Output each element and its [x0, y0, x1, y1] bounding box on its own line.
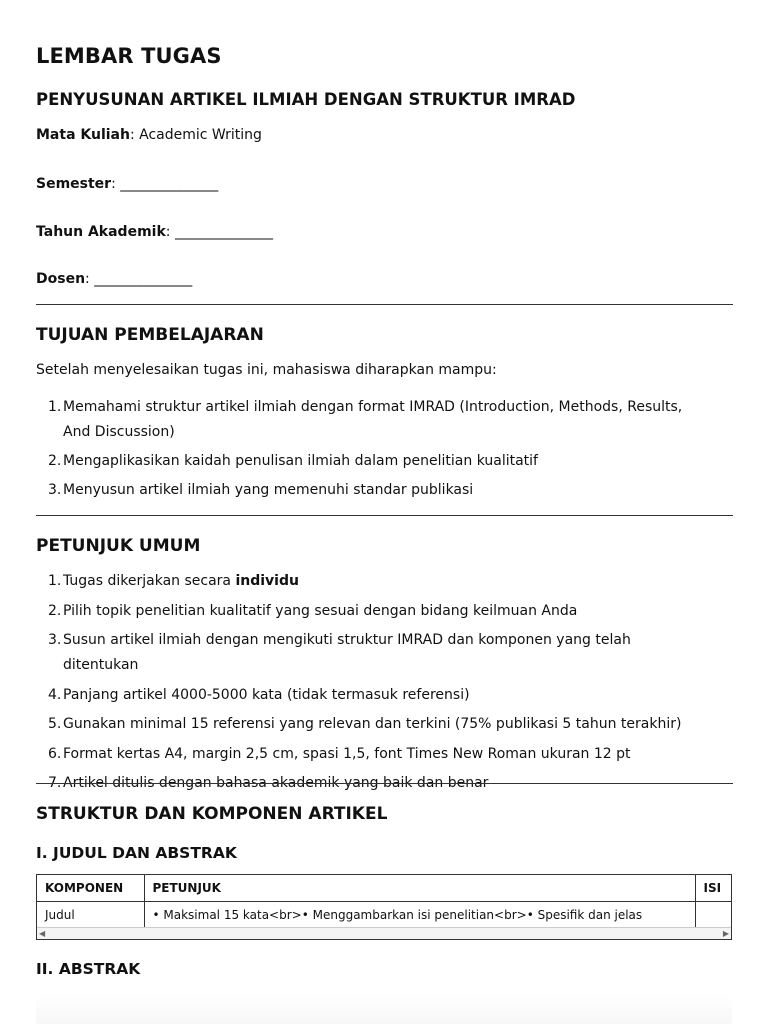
list-item-text: Format kertas A4, margin 2,5 cm, spasi 1,5, font Times New Roman ukuran 12 pt — [63, 745, 631, 762]
meta-semester-label: Semester — [36, 176, 112, 192]
objectives-intro: Setelah menyelesaikan tugas ini, mahasiswa diharapkan mampu: — [36, 362, 497, 378]
list-number: 4. — [48, 686, 62, 703]
meta-course-value: : Academic Writing — [129, 127, 262, 143]
list-item-text: Gunakan minimal 15 referensi yang relevan dan terkini (75% publikasi 5 tahun terakhir) — [63, 716, 682, 732]
subsection-heading-title-abstract: I. JUDUL DAN ABSTRAK — [36, 844, 237, 862]
table-cell-instructions: • Maksimal 15 kata<br>• Menggambarkan isi penelitian<br>• Spesifik dan jelas — [144, 902, 695, 928]
list-item — [36, 742, 696, 767]
list-item-emphasis: individu — [235, 573, 299, 589]
table-header-instructions: PETUNJUK — [144, 875, 695, 902]
list-item-text: Susun artikel ilmiah dengan mengikuti struktur IMRAD dan komponen yang telah ditentukan — [63, 632, 631, 673]
page-title: LEMBAR TUGAS — [36, 44, 222, 68]
subsection-heading-abstract: II. ABSTRAK — [36, 960, 141, 978]
list-number: 1. — [48, 399, 62, 415]
page-subtitle: PENYUSUNAN ARTIKEL ILMIAH DENGAN STRUKTUR IMRAD — [36, 90, 576, 109]
list-item-text: Tugas dikerjakan secara — [63, 573, 236, 589]
list-item-text: Panjang artikel 4000-5000 kata (tidak termasuk referensi) — [63, 686, 470, 703]
meta-academic-year-value: : ______________ — [165, 224, 273, 240]
list-number: 7. — [48, 775, 62, 791]
meta-semester — [36, 174, 218, 194]
list-item — [36, 478, 696, 503]
table-header-content: ISI — [695, 875, 731, 902]
list-number: 5. — [48, 716, 62, 732]
list-item-text: Mengaplikasikan kaidah penulisan ilmiah dalam penelitian kualitatif — [63, 453, 538, 469]
list-item — [36, 712, 696, 737]
meta-academic-year — [36, 222, 273, 242]
list-number: 2. — [48, 453, 62, 469]
table-row — [37, 902, 731, 928]
meta-lecturer-label: Dosen — [36, 271, 86, 287]
objectives-list — [36, 395, 696, 507]
meta-lecturer — [36, 269, 192, 289]
table-cell-content[interactable] — [695, 902, 731, 928]
list-number: 6. — [48, 745, 62, 762]
table-header-component: KOMPONEN — [37, 875, 144, 902]
list-item-text: Menyusun artikel ilmiah yang memenuhi standar publikasi — [63, 482, 474, 498]
horizontal-scrollbar[interactable] — [37, 927, 731, 939]
list-item-text: Memahami struktur artikel ilmiah dengan format IMRAD (Introduction, Methods, Results, And Discussion) — [63, 399, 683, 440]
divider — [36, 515, 733, 516]
table-container[interactable] — [36, 874, 732, 940]
list-number: 1. — [48, 573, 62, 589]
meta-course-label: Mata Kuliah — [36, 127, 130, 143]
instructions-list — [36, 569, 696, 801]
list-item-text: Pilih topik penelitian kualitatif yang sesuai dengan bidang keilmuan Anda — [63, 602, 578, 619]
divider — [36, 783, 733, 784]
triangle-left-icon[interactable]: ◀ — [39, 929, 46, 938]
section-heading-structure: STRUKTUR DAN KOMPONEN ARTIKEL — [36, 804, 388, 824]
content-fade — [36, 994, 732, 1024]
list-item-text: Artikel ditulis dengan bahasa akademik yang baik dan benar — [63, 775, 489, 791]
meta-lecturer-value: : ______________ — [85, 271, 193, 287]
component-table — [37, 875, 731, 927]
section-heading-objectives: TUJUAN PEMBELAJARAN — [36, 325, 264, 345]
table-cell-component: Judul — [37, 902, 144, 928]
section-heading-instructions: PETUNJUK UMUM — [36, 536, 201, 556]
meta-academic-year-label: Tahun Akademik — [36, 224, 166, 240]
list-item — [36, 395, 696, 445]
triangle-right-icon[interactable]: ▶ — [722, 929, 729, 938]
list-item — [36, 599, 696, 624]
table-header-row — [37, 875, 731, 902]
list-number: 2. — [48, 602, 62, 619]
meta-course — [36, 125, 262, 145]
list-number: 3. — [48, 632, 62, 648]
meta-semester-value: : ______________ — [111, 176, 219, 192]
list-item — [36, 683, 696, 708]
list-number: 3. — [48, 482, 62, 498]
list-item — [36, 569, 696, 594]
list-item — [36, 628, 696, 678]
divider — [36, 304, 733, 305]
list-item — [36, 449, 696, 474]
